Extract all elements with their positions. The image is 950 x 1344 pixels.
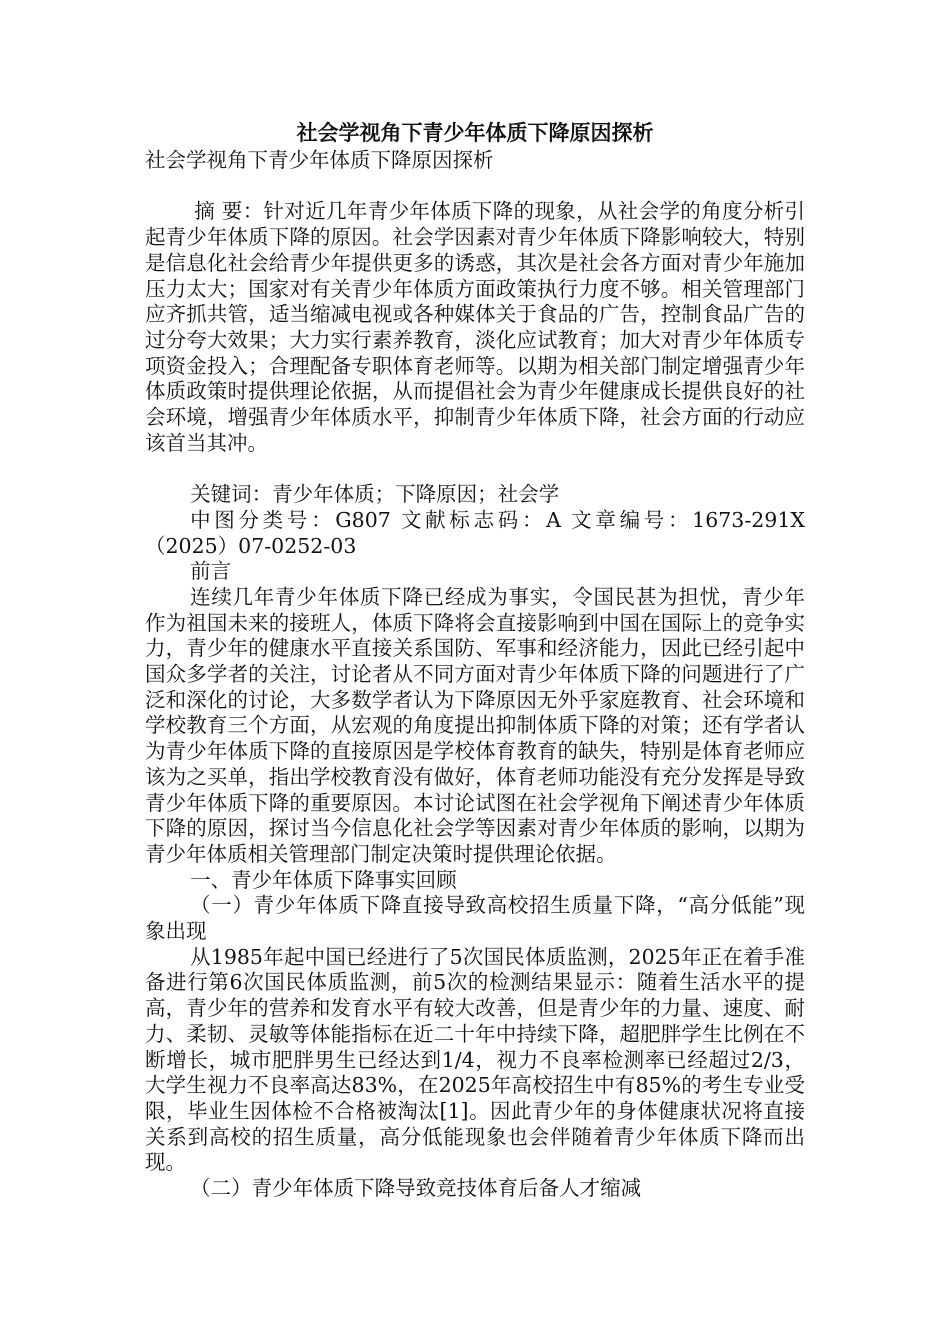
abstract-paragraph: 摘 要：针对近几年青少年体质下降的现象，从社会学的角度分析引起青少年体质下降的原因。社会学因素对青少年体质下降影响较大，特别是信息化社会给青少年提供更多的诱惑，其次是社会各方面对青少年施加压力太大；国家对有关青少年体质方面政策执行力度不够。相关管理部门应齐抓共管，适当缩减电视或各种媒体关于食品的广告，控制食品广告的过分夸大效果；大力实行素养教育，淡化应试教育；加大对青少年体质专项资金投入；合理配备专职体育老师等。以期为相关部门制定增强青少年体质政策时提供理论依据，从而提倡社会为青少年健康成长提供良好的社会环境，增强青少年体质水平，抑制青少年体质下降，社会方面的行动应该首当其冲。: [145, 199, 805, 455]
classification-line: 中图分类号：G807 文献标志码：A 文章编号：1673-291X（2025）07-0252-03: [145, 507, 805, 558]
document-title: 社会学视角下青少年体质下降原因探析: [296, 120, 654, 145]
document-subtitle: 社会学视角下青少年体质下降原因探析: [145, 148, 494, 172]
spacer: [145, 174, 805, 200]
section-heading-1: 一、青少年体质下降事实回顾: [190, 867, 457, 892]
subsection-heading-1: （一）青少年体质下降直接导致高校招生质量下降，“高分低能”现象出现: [145, 893, 805, 944]
subsection-heading-2: （二）青少年体质下降导致竞技体育后备人才缩减: [190, 1176, 642, 1201]
keywords-line: 关键词：青少年体质；下降原因；社会学: [190, 482, 560, 507]
spacer: [145, 456, 805, 482]
subsection-paragraph-1: 从1985年起中国已经进行了5次国民体质监测，2025年正在着手准备进行第6次国民体质监测，前5次的检测结果显示：随着生活水平的提高，青少年的营养和发育水平有较大改善，但是青少年的力量、速度、耐力、柔韧、灵敏等体能指标在近二十年中持续下降，超肥胖学生比例在不断增长，城市肥胖男生已经达到1/4，视力不良率检测率已经超过2/3，大学生视力不良率高达83%，在2025年高校招生中有85%的考生专业受限，毕业生因体检不合格被淘汰[1]。因此青少年的身体健康状况将直接关系到高校的招生质量，高分低能现象也会伴随着青少年体质下降而出现。: [145, 944, 805, 1175]
preface-paragraph: 连续几年青少年体质下降已经成为事实，令国民甚为担忧，青少年作为祖国未来的接班人，体质下降将会直接影响到中国在国际上的竞争实力，青少年的健康水平直接关系国防、军事和经济能力，因此已经引起中国众多学者的关注，讨论者从不同方面对青少年体质下降的问题进行了广泛和深化的讨论，大多数学者认为下降原因无外乎家庭教育、社会环境和学校教育三个方面，从宏观的角度提出抑制体质下降的对策；还有学者认为青少年体质下降的直接原因是学校体育教育的缺失，特别是体育老师应该为之买单，指出学校教育没有做好，体育老师功能没有充分发挥是导致青少年体质下降的重要原因。本讨论试图在社会学视角下阐述青少年体质下降的原因，探讨当今信息化社会学等因素对青少年体质的影响，以期为青少年体质相关管理部门制定决策时提供理论依据。: [145, 584, 805, 866]
document-page: [145, 118, 805, 1202]
preface-heading: 前言: [190, 559, 232, 584]
